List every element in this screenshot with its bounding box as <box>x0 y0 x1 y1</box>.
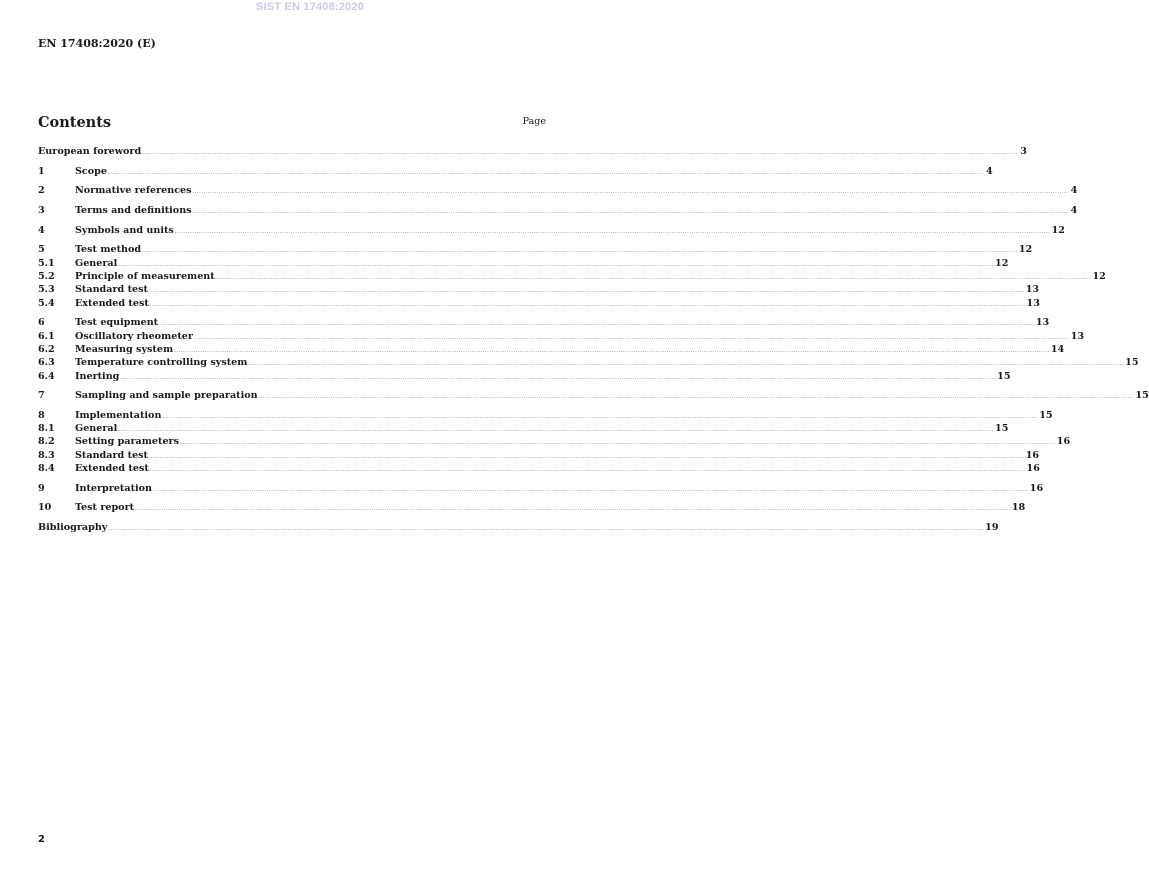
toc-entry[interactable] <box>38 423 1009 436</box>
toc-entry[interactable] <box>38 370 1011 384</box>
toc-entry-page: 15 <box>1125 357 1139 369</box>
toc-entry[interactable] <box>38 357 1139 370</box>
toc-entry-number: 2 <box>38 185 45 197</box>
toc-entry-number: 3 <box>38 205 45 217</box>
toc-entry-number: 8.3 <box>38 449 55 461</box>
toc-entry-page: 4 <box>1070 205 1078 217</box>
toc-entry[interactable] <box>38 271 1106 284</box>
toc-entry-page: 4 <box>986 165 993 177</box>
toc-entry[interactable] <box>38 244 1033 257</box>
toc-entry-page: 16 <box>1029 482 1044 494</box>
toc-entry-title: Principle of measurement <box>75 271 215 283</box>
toc-entry[interactable] <box>38 257 1009 271</box>
toc-entry[interactable] <box>38 317 1050 330</box>
toc-dot-leader: ................................................................................................................................................................................................................................................................................................................................................................................................................ <box>148 453 1025 460</box>
toc-entry-page: 16 <box>1025 449 1040 461</box>
toc-entry[interactable] <box>38 284 1040 297</box>
toc-dot-leader: ................................................................................................................................................................................................................................................................................................................................................................................................................ <box>153 486 1029 493</box>
toc-entry[interactable] <box>38 436 1071 449</box>
toc-entry-page: 12 <box>1051 224 1065 236</box>
toc-dot-leader: ................................................................................................................................................................................................................................................................................................................................................................................................................ <box>192 189 1069 196</box>
toc-entry[interactable] <box>38 205 1078 218</box>
toc-entry-title: Test equipment <box>75 317 159 329</box>
toc-dot-leader: ................................................................................................................................................................................................................................................................................................................................................................................................................ <box>120 374 997 381</box>
toc-entry-title: Scope <box>75 165 107 177</box>
toc-entry-number: 1 <box>38 165 45 177</box>
toc-entry[interactable] <box>38 390 1149 403</box>
toc-dot-leader: ................................................................................................................................................................................................................................................................................................................................................................................................................ <box>142 150 1018 156</box>
toc-entry-page: 13 <box>1026 297 1040 309</box>
toc-dot-leader: ................................................................................................................................................................................................................................................................................................................................................................................................................ <box>174 228 1051 235</box>
toc-entry[interactable] <box>38 146 1027 159</box>
toc-dot-leader: ................................................................................................................................................................................................................................................................................................................................................................................................................ <box>142 248 1018 255</box>
toc-entry-number: 9 <box>38 482 45 494</box>
contents-title: Contents <box>38 114 112 131</box>
toc-dot-leader: ................................................................................................................................................................................................................................................................................................................................................................................................................ <box>118 261 995 268</box>
toc-dot-leader: ................................................................................................................................................................................................................................................................................................................................................................................................................ <box>258 394 1135 401</box>
toc-dot-leader: ................................................................................................................................................................................................................................................................................................................................................................................................................ <box>107 169 984 176</box>
toc-entry-page: 15 <box>1039 409 1053 421</box>
toc-entry[interactable] <box>38 343 1065 357</box>
toc-entry[interactable] <box>38 502 1026 515</box>
toc-entry[interactable] <box>38 449 1040 463</box>
toc-entry[interactable] <box>38 185 1078 198</box>
page-column-label: Page <box>522 116 546 127</box>
toc-entry-number: 6.2 <box>38 343 55 355</box>
toc-entry[interactable] <box>38 297 1040 311</box>
toc-dot-leader: ................................................................................................................................................................................................................................................................................................................................................................................................................ <box>215 275 1092 282</box>
toc-entry-title: Test method <box>75 244 142 256</box>
toc-entry-title: European foreword <box>38 146 142 157</box>
toc-dot-leader: ................................................................................................................................................................................................................................................................................................................................................................................................................ <box>135 506 1011 513</box>
toc-entry-number: 5.2 <box>38 271 55 283</box>
toc-entry-title: Implementation <box>75 409 162 421</box>
toc-entry-page: 3 <box>1020 146 1027 157</box>
toc-entry-page: 15 <box>997 370 1011 382</box>
toc-entry-number: 5.4 <box>38 297 55 309</box>
toc-entry-page: 12 <box>995 257 1009 269</box>
toc-entry-page: 15 <box>1135 390 1149 402</box>
toc-dot-leader: ................................................................................................................................................................................................................................................................................................................................................................................................................ <box>149 467 1026 474</box>
toc-entry-number: 5.3 <box>38 284 55 296</box>
contents-heading <box>38 112 546 131</box>
toc-dot-leader: ................................................................................................................................................................................................................................................................................................................................................................................................................ <box>118 427 995 434</box>
toc-dot-leader: ................................................................................................................................................................................................................................................................................................................................................................................................................ <box>159 321 1035 328</box>
toc-dot-leader: ................................................................................................................................................................................................................................................................................................................................................................................................................ <box>193 334 1070 341</box>
toc-dot-leader: ................................................................................................................................................................................................................................................................................................................................................................................................................ <box>248 361 1125 368</box>
toc-entry[interactable] <box>38 330 1085 344</box>
table-of-contents <box>38 146 1149 535</box>
toc-entry-number: 8 <box>38 409 45 421</box>
toc-entry-title: Bibliography <box>38 522 108 534</box>
toc-entry-number: 6.3 <box>38 357 55 369</box>
toc-entry[interactable] <box>38 482 1044 496</box>
toc-entry-title: Inerting <box>75 370 120 382</box>
toc-entry-title: Terms and definitions <box>75 205 192 217</box>
toc-entry-number: 6 <box>38 317 45 329</box>
document-id: EN 17408:2020 (E) <box>38 37 156 50</box>
toc-entry-title: Sampling and sample preparation <box>75 390 258 402</box>
toc-entry-number: 8.2 <box>38 436 55 448</box>
toc-entry-page: 14 <box>1050 343 1065 355</box>
toc-dot-leader: ................................................................................................................................................................................................................................................................................................................................................................................................................ <box>192 209 1069 216</box>
toc-entry-title: Normative references <box>75 185 192 197</box>
toc-dot-leader: ................................................................................................................................................................................................................................................................................................................................................................................................................ <box>162 413 1039 420</box>
toc-entry-title: General <box>75 257 118 269</box>
toc-dot-leader: ................................................................................................................................................................................................................................................................................................................................................................................................................ <box>180 440 1056 447</box>
toc-entry[interactable] <box>38 522 999 535</box>
toc-entry-page: 15 <box>995 423 1009 435</box>
toc-entry-number: 4 <box>38 224 45 236</box>
toc-entry-title: Test report <box>75 502 135 514</box>
toc-entry-title: Measuring system <box>75 343 174 355</box>
toc-entry-page: 12 <box>1018 244 1033 256</box>
toc-entry-title: Setting parameters <box>75 436 180 448</box>
toc-entry-title: Interpretation <box>75 482 153 494</box>
toc-entry-number: 8.1 <box>38 423 55 435</box>
toc-dot-leader: ................................................................................................................................................................................................................................................................................................................................................................................................................ <box>174 347 1050 354</box>
toc-entry-number: 10 <box>38 502 52 514</box>
toc-entry-page: 16 <box>1026 463 1040 475</box>
toc-entry-number: 8.4 <box>38 463 55 475</box>
toc-entry-title: Oscillatory rheometer <box>75 330 193 342</box>
toc-entry-title: Standard test <box>75 284 148 296</box>
toc-entry-title: Standard test <box>75 449 148 461</box>
toc-entry-title: Extended test <box>75 297 149 309</box>
toc-entry-page: 4 <box>1070 185 1078 197</box>
toc-entry-page: 19 <box>985 522 999 534</box>
toc-entry-title: Extended test <box>75 463 149 475</box>
toc-entry-page: 13 <box>1070 330 1085 342</box>
watermark: SIST EN 17408:2020 <box>255 1 365 13</box>
toc-entry-number: 5.1 <box>38 257 55 269</box>
toc-entry-page: 12 <box>1092 271 1106 283</box>
toc-dot-leader: ................................................................................................................................................................................................................................................................................................................................................................................................................ <box>149 301 1026 308</box>
toc-dot-leader: ................................................................................................................................................................................................................................................................................................................................................................................................................ <box>148 288 1025 295</box>
toc-entry-title: General <box>75 423 118 435</box>
toc-dot-leader: ................................................................................................................................................................................................................................................................................................................................................................................................................ <box>108 526 985 533</box>
toc-entry[interactable] <box>38 409 1053 423</box>
toc-entry-page: 13 <box>1025 284 1040 296</box>
toc-entry-number: 7 <box>38 390 45 402</box>
toc-entry[interactable] <box>38 463 1040 476</box>
toc-entry[interactable] <box>38 224 1065 238</box>
toc-entry-title: Symbols and units <box>75 224 174 236</box>
toc-entry-number: 5 <box>38 244 45 256</box>
toc-entry-page: 13 <box>1035 317 1050 329</box>
toc-entry[interactable] <box>38 165 993 179</box>
toc-entry-page: 18 <box>1011 502 1026 514</box>
toc-entry-number: 6.4 <box>38 370 55 382</box>
toc-entry-title: Temperature controlling system <box>75 357 248 369</box>
page-number: 2 <box>38 834 45 845</box>
toc-entry-number: 6.1 <box>38 330 55 342</box>
toc-entry-page: 16 <box>1056 436 1071 448</box>
